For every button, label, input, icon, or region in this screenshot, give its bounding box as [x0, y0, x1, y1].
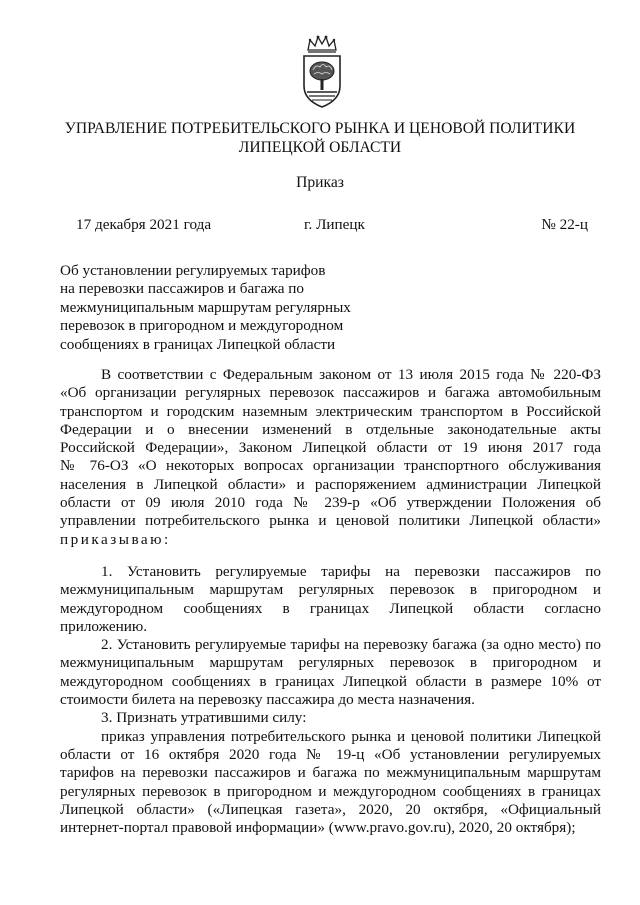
item-3-line: тарифов на перевозки пассажиров и багажа по межмуниципальным маршрутам: [60, 764, 601, 782]
item-2-line: 2. Установить регулируемые тарифы на перевозку багажа (за одно место) по: [101, 636, 601, 654]
item-3-line: регулярных перевозок в пригородном и междугородном сообщениях в границах: [60, 782, 601, 800]
preamble-line: области от 09 июля 2010 года № 239-р «Об утверждении Положения об: [60, 494, 601, 512]
item-2-line: междугородном сообщениях в границах Липецкой области в размере 10% от: [60, 672, 601, 690]
preamble-line: Российской Федерации», Законом Липецкой области от 19 июня 2017 года: [60, 439, 601, 457]
item-3-heading: 3. Признать утратившими силу:: [101, 709, 307, 727]
preamble-line: В соответствии с Федеральным законом от 13 июля 2015 года № 220-ФЗ: [101, 366, 601, 383]
document-type: Приказ: [296, 174, 344, 191]
item-3-line: Липецкой области» («Липецкая газета», 2020, 20 октября, «Официальный: [60, 800, 601, 818]
preamble-line: «Об организации регулярных перевозок пассажиров и багажа автомобильным: [60, 384, 601, 402]
preamble-line: № 76-ОЗ «О некоторых вопросах организации транспортного обслуживания: [60, 457, 601, 475]
item-2-line: межмуниципальным маршрутам регулярных перевозок в пригородном и: [60, 654, 601, 672]
preamble-line: Федерации и о внесении изменений в отдельные законодательные акты: [60, 420, 601, 438]
item-1-line: междугородном сообщениях в границах Липецкой области согласно: [60, 599, 601, 617]
issuing-authority: [40, 120, 600, 157]
order-word: приказываю:: [60, 530, 171, 548]
document-date: 17 декабря 2021 года: [76, 216, 212, 233]
item-3-line: интернет-портал правовой информации» (www.pravo.gov.ru), 2020, 20 октября);: [60, 819, 576, 837]
document-number: № 22-ц: [541, 216, 588, 233]
item-3-line: области от 16 октября 2020 года № 19-ц «Об установлении регулируемых: [60, 745, 601, 763]
preamble-line: транспортом и городским наземным электрическим транспортом в Российской: [60, 402, 601, 420]
item-3: [60, 709, 601, 837]
org-line-1: УПРАВЛЕНИЕ ПОТРЕБИТЕЛЬСКОГО РЫНКА И ЦЕНОВОЙ ПОЛИТИКИ: [64, 120, 576, 137]
title-line: Об установлении регулируемых тарифов: [60, 262, 326, 279]
item-3-line: приказ управления потребительского рынка и ценовой политики Липецкой: [101, 727, 601, 745]
item-1-line: приложению.: [60, 617, 148, 635]
document-city: г. Липецк: [304, 216, 365, 233]
item-2: [60, 636, 601, 709]
item-1-line: 1. Установить регулируемые тарифы на перевозки пассажиров по: [101, 562, 601, 580]
coat-of-arms-icon: [298, 34, 346, 110]
item-1-line: межмуниципальным маршрутам регулярных перевозок в пригородном и: [60, 581, 601, 599]
preamble-line: управлении потребительского рынка и ценовой политики Липецкой области»: [60, 512, 601, 530]
document-meta: [76, 216, 588, 236]
title-line: межмуниципальным маршрутам регулярных: [60, 298, 351, 316]
document-title: [60, 262, 390, 354]
item-2-line: стоимости билета на перевозку пассажира до места назначения.: [60, 691, 475, 709]
org-line-2: ЛИПЕЦКОЙ ОБЛАСТИ: [238, 138, 402, 156]
preamble: [60, 366, 601, 549]
document-body: [60, 366, 601, 837]
preamble-line: населения в Липецкой области» и распоряжением администрации Липецкой: [60, 475, 601, 493]
title-line: на перевозки пассажиров и багажа по: [60, 280, 305, 298]
item-1: [60, 563, 601, 636]
title-line: перевозок в пригородном и междугородном: [60, 317, 344, 335]
title-line: сообщениях в границах Липецкой области: [60, 335, 336, 353]
